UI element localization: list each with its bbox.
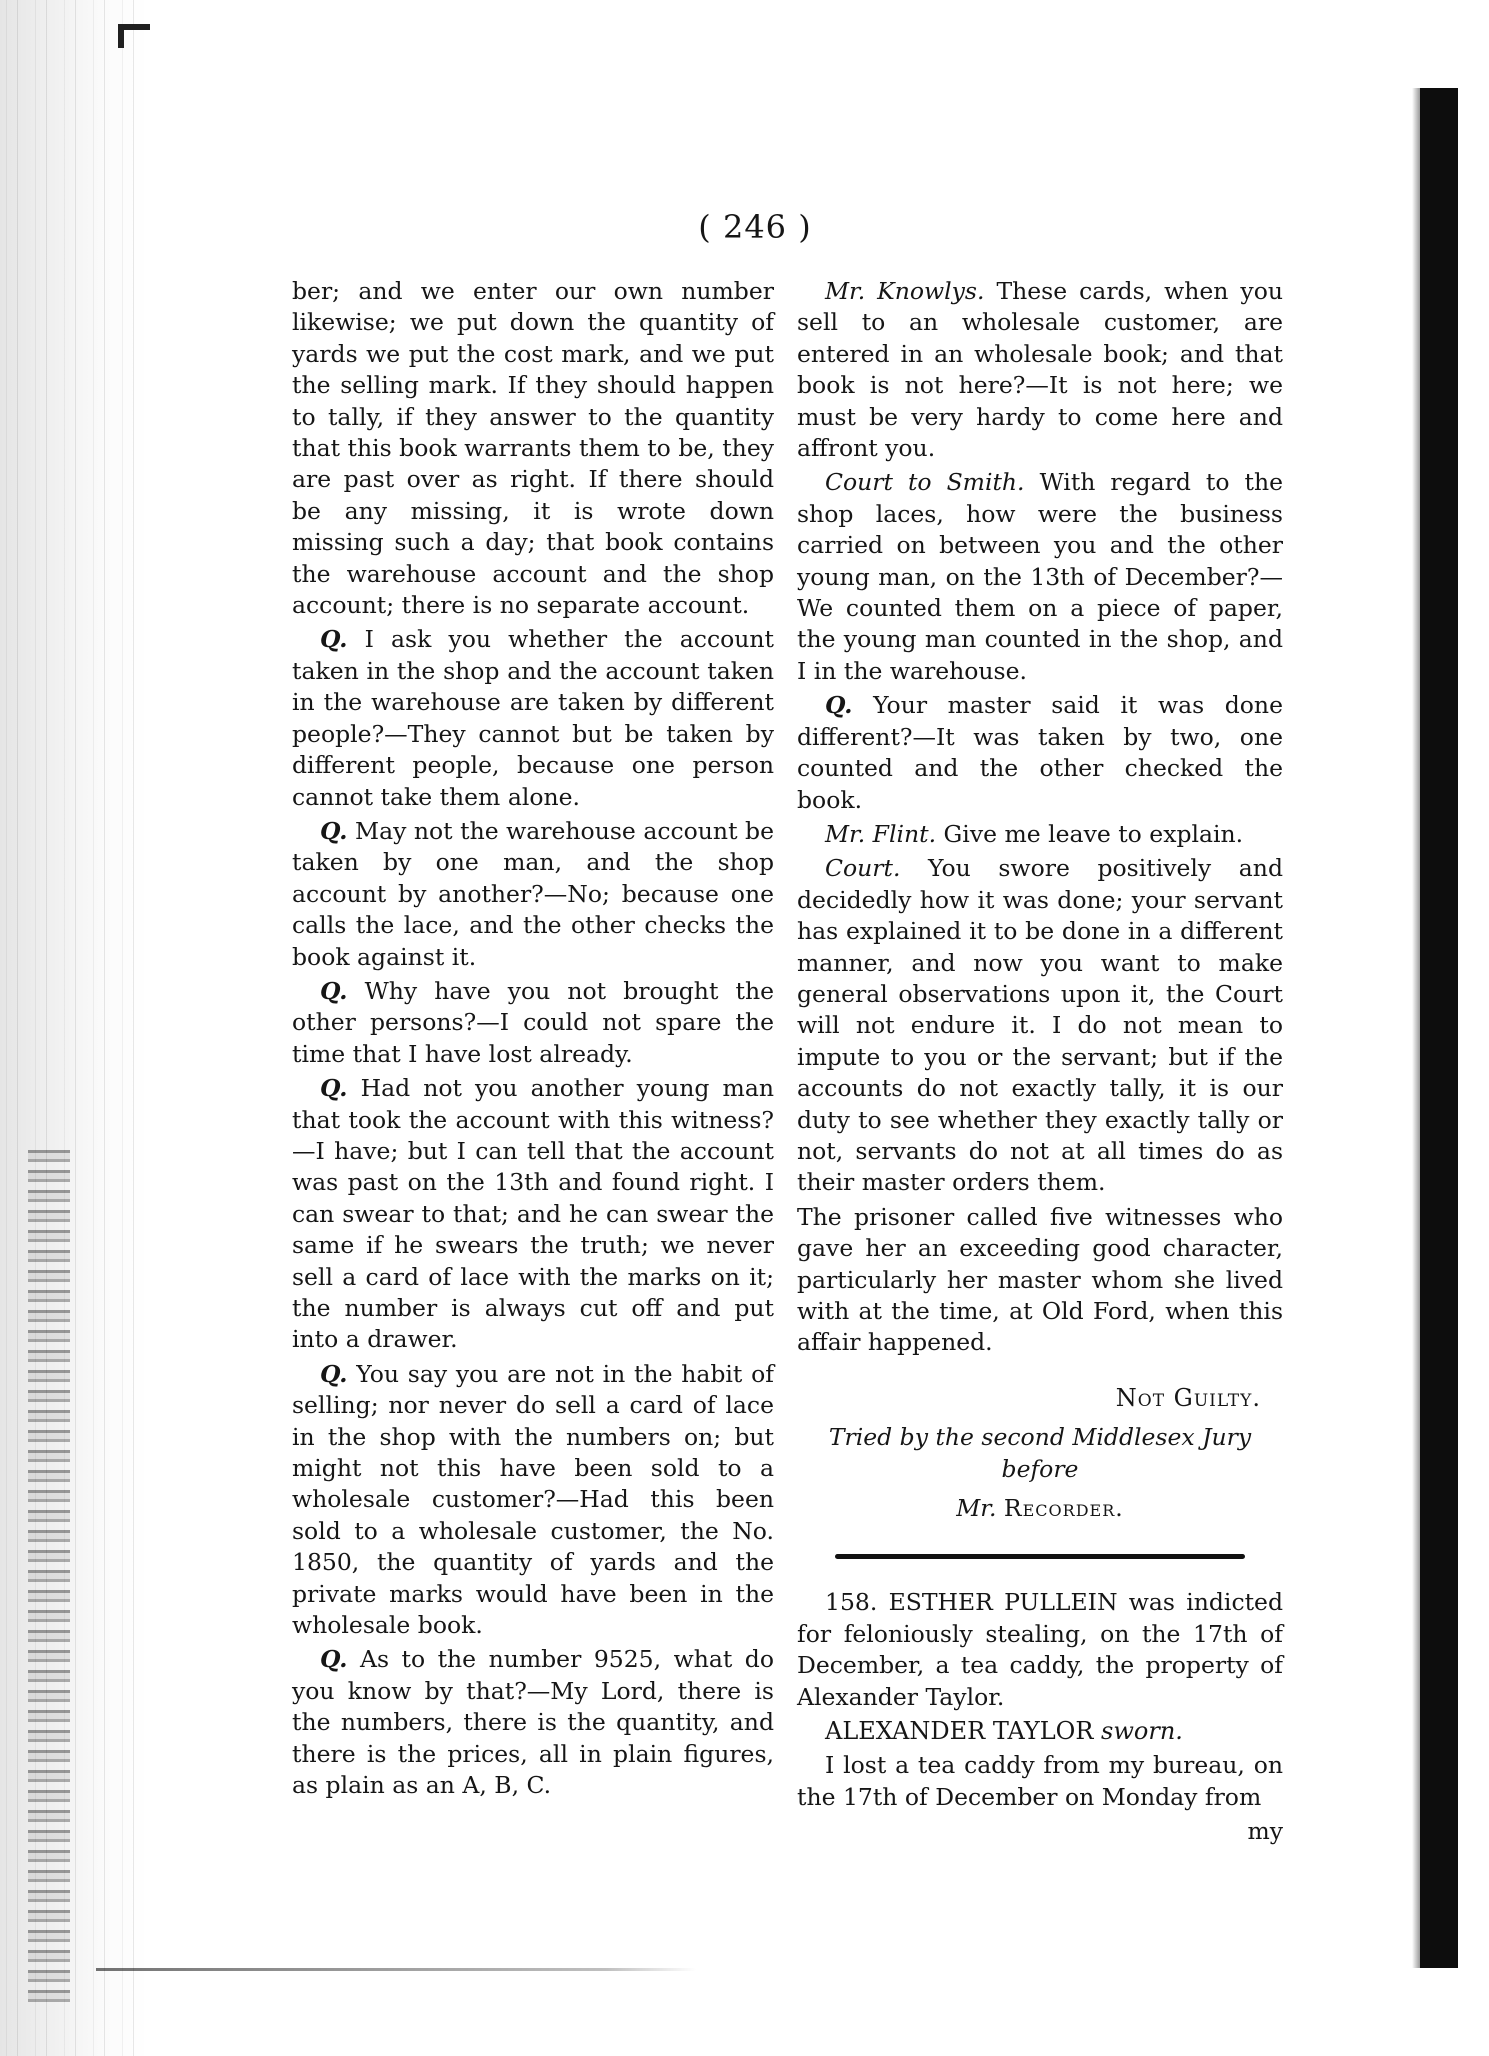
paragraph-text: Your master said it was done different?—It was taken by two, one counted and the other checked the book.: [797, 691, 1283, 814]
speaker-label: Mr. Flint.: [825, 819, 937, 848]
witness-name: ALEXANDER TAYLOR: [825, 1717, 1094, 1746]
judge-line: [797, 1493, 1283, 1524]
question-marker: Q.: [320, 625, 348, 654]
page-edge-shadow: [1420, 88, 1458, 1968]
jury-note: Tried by the second Middlesex Jury before: [828, 1423, 1252, 1483]
speaker-paragraph: [797, 276, 1283, 464]
paragraph-text: ber; and we enter our own number likewise; we put down the quantity of yards we put the cost mark, and we put the selling mark. If they should happen to tally, if they answer to the quantity that this book warrants them to be, they are past over as right. If there should be any missing, it is wrote down missing such a day; that book contains the warehouse account and the shop account; there is no separate account.: [292, 277, 774, 620]
paragraph-text: As to the number 9525, what do you know by that?—My Lord, there is the numbers, there is the quantity, and there is the prices, all in plain figures, as plain as an A, B, C.: [292, 1645, 774, 1800]
question-paragraph: [292, 1644, 774, 1801]
catchword: my: [1247, 1817, 1283, 1846]
question-marker: Q.: [320, 1074, 348, 1103]
speaker-label: Court to Smith.: [825, 468, 1025, 497]
paragraph-text: Why have you not brought the other persons?—I could not spare the time that I have lost already.: [292, 976, 774, 1068]
paragraph: [292, 276, 774, 621]
testimony-paragraph: I lost a tea caddy from my bureau, on the 17th of December on Monday from: [797, 1751, 1283, 1811]
paragraph-text: Give me leave to explain.: [943, 819, 1244, 848]
judge-name: Recorder.: [1003, 1494, 1124, 1523]
speaker-label: Mr. Knowlys.: [825, 277, 985, 305]
section-divider: [835, 1554, 1245, 1559]
judge-title: Mr.: [956, 1494, 997, 1523]
question-paragraph: [292, 1073, 774, 1356]
question-paragraph: [292, 624, 774, 812]
scan-shadow-bottom: [96, 1968, 696, 1971]
speaker-label: Court.: [825, 854, 901, 883]
question-marker: Q.: [320, 976, 348, 1005]
scan-shadow-left: [0, 0, 150, 2056]
paragraph-text: You swore positively and decidedly how it was done; your servant has explained it to be done in a different manner, and now you want to make general observations upon it, the Court will not endure it. I do not mean to impute to you or the servant; but if the accounts do not exactly tally, it is our duty to see whether they exactly tally or not, servants do not at all times do as their master orders them.: [797, 854, 1283, 1197]
verdict: Not Guilty.: [1115, 1383, 1261, 1412]
paragraph-text: Had not you another young man that took the account with this witness?—I have; but I can tell that the account was past on the 13th and found right. I can swear to that; and he can swear the same if he swears the truth; we never sell a card of lace with the marks on it; the number is always cut off and put into a drawer.: [292, 1074, 774, 1354]
left-column: [292, 276, 774, 1805]
question-paragraph: [797, 690, 1283, 816]
paragraph-text: May not the warehouse account be taken by one man, and the shop account by another?—No; because one calls the lace, and the other checks the book against it.: [292, 816, 774, 971]
prisoner-note: The prisoner called five witnesses who gave her an exceeding good character, particularly her master whom she lived with at the time, at Old Ford, when this affair happened.: [797, 1202, 1283, 1357]
paragraph-text: You say you are not in the habit of selling; nor never do sell a card of lace in the shop with the numbers on; but might not this have been sold to a wholesale customer?—Had this been sold to a wholesale customer, the No. 1850, the quantity of yards and the private marks would have been in the wholesale book.: [292, 1359, 774, 1640]
witness-heading: [797, 1716, 1283, 1747]
paragraph-text: These cards, when you sell to an wholesale customer, are entered in an wholesale book; and that book is not here?—It is not here; we must be very hardy to come here and affront you.: [797, 277, 1283, 463]
paragraph-text: With regard to the shop laces, how were the business carried on between you and the other young man, on the 13th of December?—We counted them on a piece of paper, the young man counted in the shop, and I in the warehouse.: [797, 468, 1284, 685]
right-column: [797, 276, 1283, 1851]
witness-status: sworn.: [1101, 1717, 1183, 1746]
question-paragraph: [292, 1359, 774, 1642]
question-marker: Q.: [825, 691, 853, 720]
question-marker: Q.: [320, 816, 348, 845]
case-heading: 158. ESTHER PULLEIN was indicted for feloniously stealing, on the 17th of December, a tea caddy, the property of Alexander Taylor.: [797, 1588, 1283, 1711]
paragraph-text: I ask you whether the account taken in the shop and the account taken in the warehouse are taken by different people?—They cannot but be taken by different people, because one person cannot take them alone.: [292, 625, 774, 811]
question-paragraph: [292, 816, 774, 973]
page-number: ( 246 ): [698, 208, 812, 246]
speaker-paragraph: [797, 853, 1283, 1198]
scan-corner-mark: [118, 24, 150, 48]
question-marker: Q.: [320, 1645, 348, 1674]
speaker-paragraph: [797, 467, 1283, 687]
question-paragraph: [292, 976, 774, 1070]
speaker-paragraph: [797, 819, 1283, 850]
question-marker: Q.: [320, 1359, 348, 1388]
